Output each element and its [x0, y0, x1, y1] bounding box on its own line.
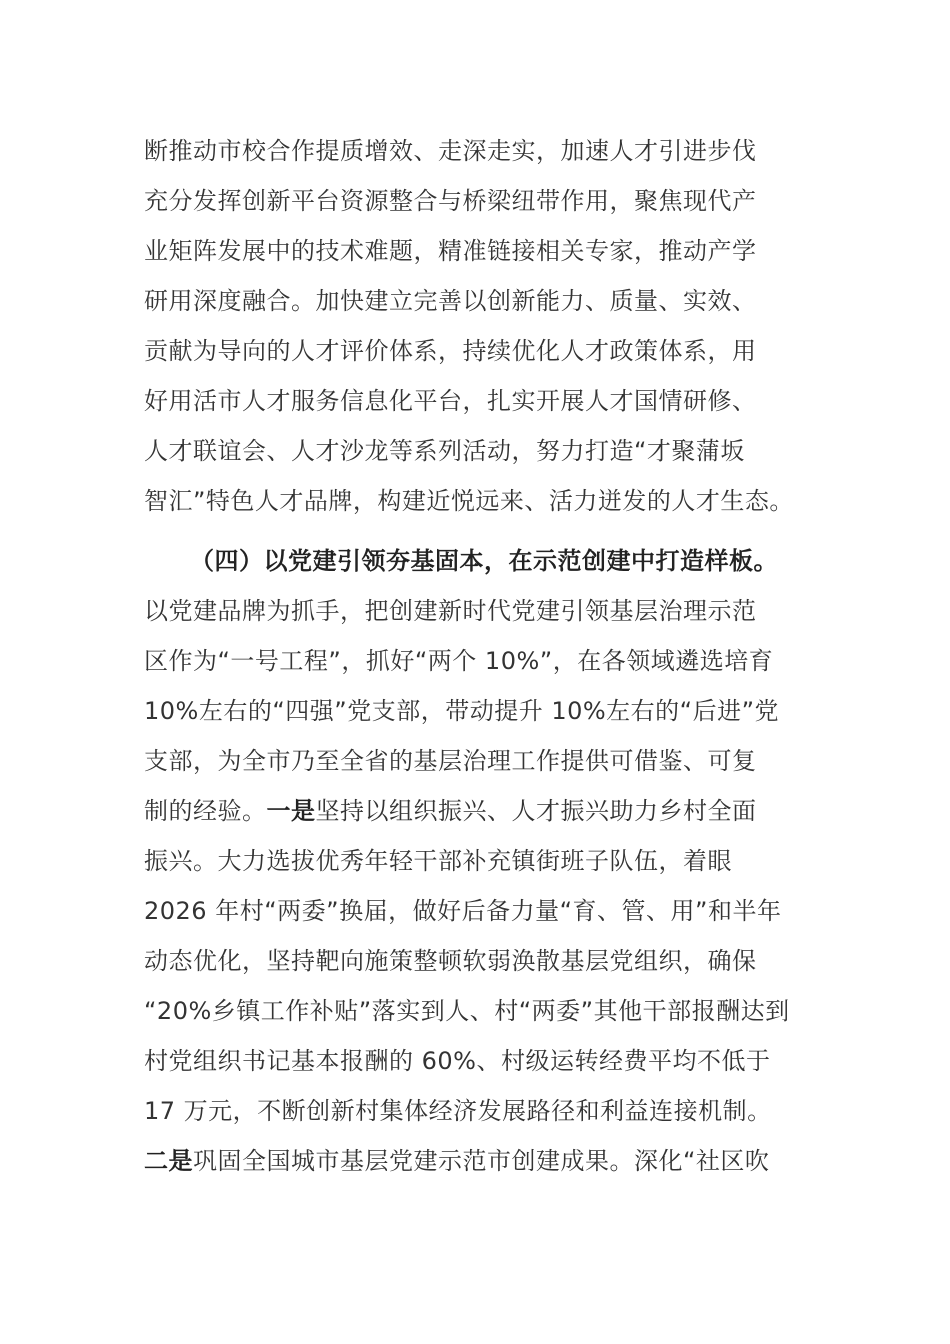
bold-marker: 二是	[144, 1147, 193, 1175]
section-heading: （四）以党建引领夯基固本，在示范创建中打造样板。	[190, 547, 778, 575]
paragraph-line: 10%左右的“四强”党支部，带动提升 10%左右的“后进”党	[144, 697, 780, 725]
line-text: 巩固全国城市基层党建示范市创建成果。深化“社区吹	[193, 1147, 770, 1175]
paragraph-line: 振兴。大力选拔优秀年轻干部补充镇街班子队伍，着眼	[144, 847, 732, 875]
bold-marker: 一是	[266, 797, 316, 825]
paragraph-line: 支部，为全市乃至全省的基层治理工作提供可借鉴、可复	[144, 747, 757, 775]
paragraph-line: 智汇”特色人才品牌，构建近悦远来、活力迸发的人才生态。	[144, 487, 794, 515]
paragraph-gap	[144, 526, 814, 536]
paragraph-line	[144, 786, 814, 836]
paragraph-line: 人才联谊会、人才沙龙等系列活动，努力打造“才聚蒲坂	[144, 437, 745, 465]
paragraph-line: 动态优化，坚持靶向施策整顿软弱涣散基层党组织，确保	[144, 947, 757, 975]
document-body	[144, 126, 814, 1186]
paragraph-line: 充分发挥创新平台资源整合与桥梁纽带作用，聚焦现代产	[144, 187, 757, 215]
paragraph-line: 断推动市校合作提质增效、走深走实，加速人才引进步伐	[144, 137, 757, 165]
paragraph-line: 区作为“一号工程”，抓好“两个 10%”，在各领域遴选培育	[144, 647, 774, 675]
line-text: 制的经验。	[144, 797, 267, 825]
paragraph-line: 贡献为导向的人才评价体系，持续优化人才政策体系，用	[144, 337, 757, 365]
paragraph-line: 好用活市人才服务信息化平台，扎实开展人才国情研修、	[144, 387, 757, 415]
paragraph-line: 17 万元，不断创新村集体经济发展路径和利益连接机制。	[144, 1097, 772, 1125]
paragraph-line: 研用深度融合。加快建立完善以创新能力、质量、实效、	[144, 287, 757, 315]
paragraph-line: “20%乡镇工作补贴”落实到人、村“两委”其他干部报酬达到	[144, 997, 790, 1025]
line-text: 坚持以组织振兴、人才振兴助力乡村全面	[315, 797, 757, 825]
paragraph-line: 2026 年村“两委”换届，做好后备力量“育、管、用”和半年	[144, 897, 782, 925]
paragraph-line	[144, 1136, 814, 1186]
paragraph-line: 村党组织书记基本报酬的 60%、村级运转经费平均不低于	[144, 1047, 771, 1075]
paragraph-line: 以党建品牌为抓手，把创建新时代党建引领基层治理示范	[144, 597, 757, 625]
paragraph-line: 业矩阵发展中的技术难题，精准链接相关专家，推动产学	[144, 237, 757, 265]
